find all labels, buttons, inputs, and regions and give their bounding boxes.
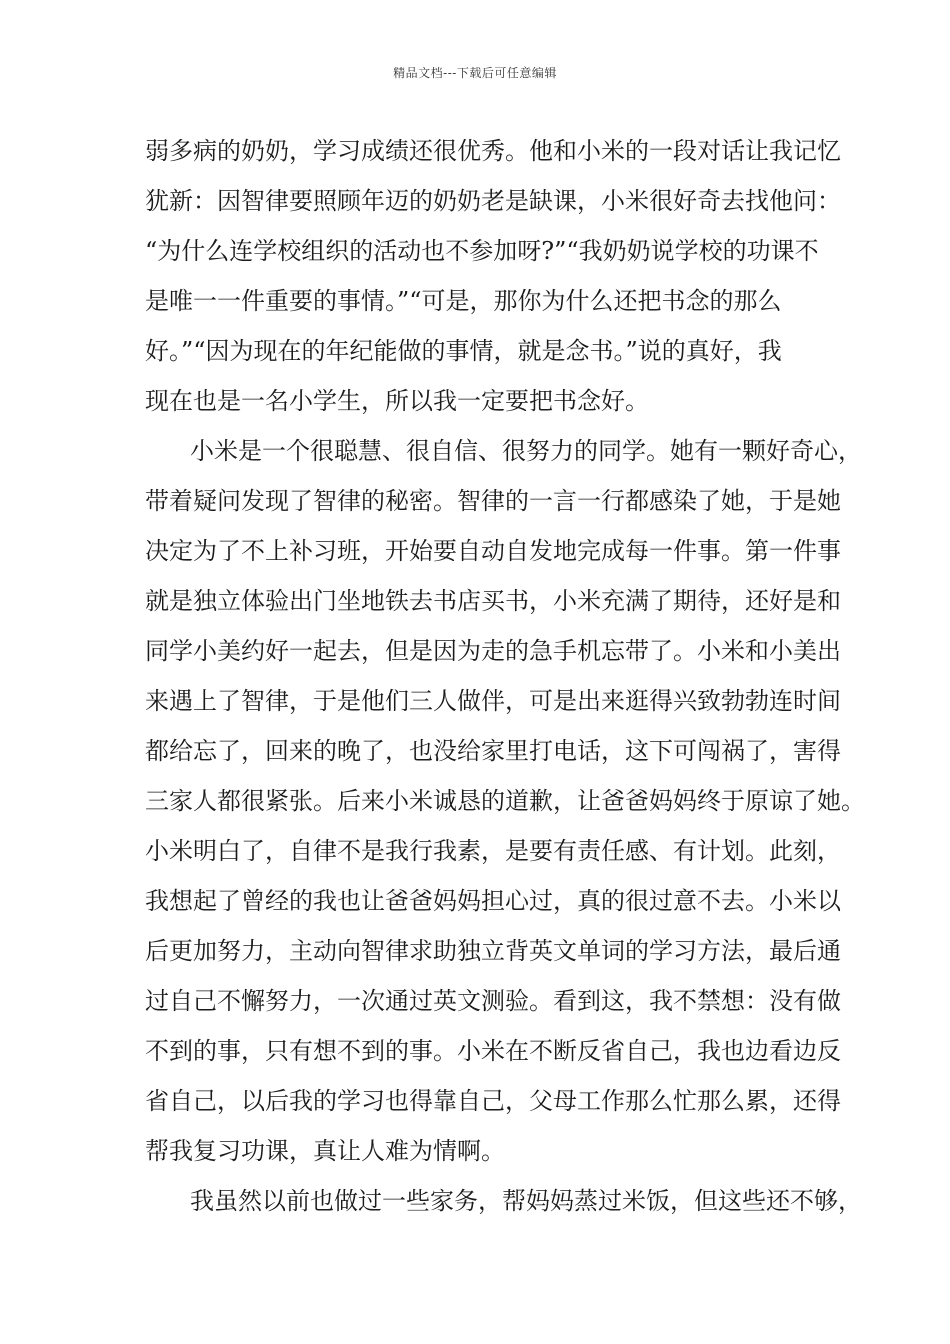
text-line: 省自己，以后我的学习也得靠自己，父母工作那么忙那么累，还得: [145, 1087, 841, 1115]
text-line: 小米明白了，自律不是我行我素，是要有责任感、有计划。此刻，: [145, 837, 841, 865]
text-line: 现在也是一名小学生，所以我一定要把书念好。: [145, 387, 649, 415]
text-line: 就是独立体验出门坐地铁去书店买书，小米充满了期待，还好是和: [145, 587, 841, 615]
text-line: 过自己不懈努力，一次通过英文测验。看到这，我不禁想：没有做: [145, 987, 841, 1015]
text-line: 我想起了曾经的我也让爸爸妈妈担心过，真的很过意不去。小米以: [145, 887, 841, 915]
text-line: 弱多病的奶奶，学习成绩还很优秀。他和小米的一段对话让我记忆: [145, 137, 841, 165]
text-line: “为什么连学校组织的活动也不参加呀?”“我奶奶说学校的功课不: [145, 237, 819, 265]
text-line: 小米是一个很聪慧、很自信、很努力的同学。她有一颗好奇心，: [190, 437, 862, 465]
text-line: 三家人都很紧张。后来小米诚恳的道歉，让爸爸妈妈终于原谅了她。: [145, 787, 865, 815]
text-line: 好。”“因为现在的年纪能做的事情，就是念书。”说的真好，我: [145, 337, 782, 365]
text-line: 帮我复习功课，真让人难为情啊。: [145, 1137, 505, 1165]
text-line: 犹新：因智律要照顾年迈的奶奶老是缺课，小米很好奇去找他问：: [145, 187, 841, 215]
text-line: 带着疑问发现了智律的秘密。智律的一言一行都感染了她，于是她: [145, 487, 841, 515]
text-line: 我虽然以前也做过一些家务，帮妈妈蒸过米饭，但这些还不够，: [190, 1187, 862, 1215]
page-header: 精品文档---下载后可任意编辑: [393, 66, 557, 80]
text-line: 决定为了不上补习班，开始要自动自发地完成每一件事。第一件事: [145, 537, 841, 565]
text-line: 都给忘了，回来的晚了，也没给家里打电话，这下可闯祸了，害得: [145, 737, 841, 765]
text-line: 来遇上了智律，于是他们三人做伴，可是出来逛得兴致勃勃连时间: [145, 687, 841, 715]
text-line: 不到的事，只有想不到的事。小米在不断反省自己，我也边看边反: [145, 1037, 841, 1065]
text-line: 是唯一一件重要的事情。”“可是，那你为什么还把书念的那么: [145, 287, 782, 315]
text-line: 同学小美约好一起去，但是因为走的急手机忘带了。小米和小美出: [145, 637, 841, 665]
text-line: 后更加努力，主动向智律求助独立背英文单词的学习方法，最后通: [145, 937, 841, 965]
